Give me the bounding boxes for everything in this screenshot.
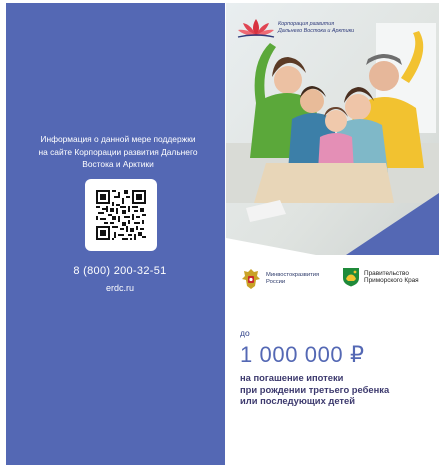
partner-name [364,270,419,284]
lotus-logo-icon [236,17,276,39]
right-panel [226,3,439,465]
partner-name-line2: России [266,279,286,285]
primorsky-coat-of-arms-icon [342,267,360,287]
promo-prefix: до [240,328,250,338]
partner-name [266,272,319,286]
partner-logos [226,261,439,311]
partner-minvostok [240,267,319,291]
russian-eagle-emblem-icon [240,267,262,291]
partner-name-line2: Приморского Края [364,277,419,284]
corporation-logo [236,17,378,39]
corporation-name [278,21,378,34]
promo-description-line3: или последующих детей [240,395,355,407]
website-link[interactable]: erdc.ru [105,283,134,293]
corporation-name-line1: Корпорация развития [278,21,335,28]
family-photo [226,3,439,255]
info-text: Информация о данной мере поддержки на сайте Корпорации развития Дальнего Востока и Арктики [38,134,198,169]
phone-number[interactable]: 8 (800) 200-32-51 [73,265,167,277]
promo-block [240,328,435,407]
corporation-name-line2: Дальнего Востока и Арктики [278,28,355,34]
promo-description-line2: при рождении третьего ребенка [240,383,390,395]
promo-description [240,372,435,407]
left-panel [6,3,225,465]
qr-code[interactable] [85,179,157,251]
promo-description-line1: на погашение ипотеки [240,372,344,383]
partner-name-line1: Правительство [364,270,409,277]
promo-amount: 1 000 000 ₽ [240,342,365,367]
partner-name-line1: Минвостокразвития [266,272,320,278]
qr-code-icon [96,190,146,240]
partner-primorsky [342,267,419,287]
